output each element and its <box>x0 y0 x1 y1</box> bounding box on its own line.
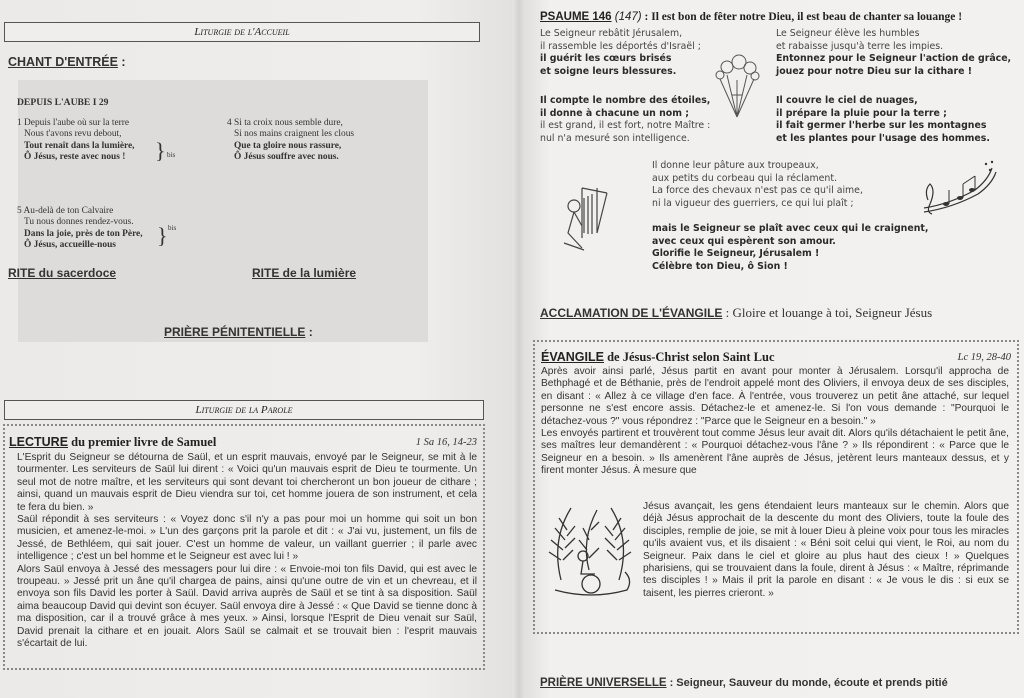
lecture-reference: 1 Sa 16, 14-23 <box>415 437 477 448</box>
priere-penitentielle-heading: PRIÈRE PÉNITENTIELLE : <box>164 325 313 339</box>
psalm-stanza-4: Il couvre le ciel de nuages, il prépare la pluie pour la terre ; il fait germer l'herbe sur les montagnes et les plantes pour l'usage des hommes. <box>776 95 990 144</box>
psalm-stanza-3: Le Seigneur élève les humbles et rabaisse jusqu'à terre les impies. Entonnez pour le Seigneur l'action de grâce, jouez pour notre Dieu sur la cithare ! <box>776 28 1012 77</box>
priere-universelle-heading: PRIÈRE UNIVERSELLE : Seigneur, Sauveur du monde, écoute et prends pitié <box>540 677 948 689</box>
page-fold <box>512 0 526 698</box>
lecture-text: L'Esprit du Seigneur se détourna de Saül, et un esprit mauvais, envoyé par le Seigneur, se mit à le tourmenter. Les serviteurs de Saül lui dirent : « Voici qu'un mauvais esprit de Dieu te tourmente. Un seul mot de notre maître, et les serviteurs qui sont devant toi chercheront un bon joueur de cithare ; ainsi, quand un mauvais esprit de Dieu viendra sur toi, cet homme jouera de son instrument, et cela te fera du bien. » Saül répondit à ses serviteurs : « Voyez donc s'il n'y a pas pour moi un homme qui soit un bon musicien, et amenez-le-moi. » L'un des garçons prit la parole et dit : « J'ai vu, justement, un fils de Jessé, de Bethléem, qui sait jouer. C'est un homme de valeur, un vaillant guerrier ; il parle avec intelligence ; c'est un bel homme et le Seigneur est avec lui ! » Alors Saül envoya à Jessé des messagers pour lui dire : « Envoie-moi ton fils David, qui est avec le troupeau. » Jessé prit un âne qu'il chargea de pains, ainsi qu'une outre de vin et un chevreau, et il envoya son fils David les porter à Saül. David arriva auprès de Saül et se tint à sa disposition. Saül aima beaucoup David qui devint son écuyer. Saül envoya dire à Jessé : « Que David se tienne donc à ma disposition, car il a trouvé grâce à mes yeux. » Ainsi, lorsque l'Esprit de Dieu venait sur Saül, David prenait la cithare et en jouait. Alors Saül se calmait et se trouvait bien : l'esprit mauvais s'écartait de lui. <box>17 452 477 650</box>
evangile-reference: Lc 19, 28-40 <box>957 352 1011 363</box>
chant-entree-heading: CHANT D'ENTRÉE : <box>8 55 126 69</box>
palm-branches-icon <box>541 500 641 600</box>
hymn-title: DEPUIS L'AUBE I 29 <box>17 97 109 108</box>
refrain-brace: } <box>157 223 168 248</box>
evangile-text-bottom: Jésus avançait, les gens étendaient leurs manteaux sur le chemin. Alors que déjà Jésus approchait de la descente du mont des Oliviers, toute la foule des disciples, remplie de joie, se mit à louer Dieu à pleine voix pour tous les miracles qu'ils avaient vus, et ils disaient : « Béni soit celui qui vient, le Roi, au nom du Seigneur. Paix dans le ciel et gloire au plus haut des cieux ! » Quelques pharisiens, qui se trouvaient dans la foule, dirent à Jésus : « Maître, réprimande tes disciples ! » Mais il prit la parole en disant : « Je vous le dis : si eux se taisent, les pierres crieront. » <box>643 501 1009 599</box>
psalm-stanza-1: Le Seigneur rebâtit Jérusalem, il rassemble les déportés d'Israël ; il guérit les cœurs brisés et soigne leurs blessures. <box>540 28 701 77</box>
psalm-title: PSAUME 146 (147) : Il est bon de fêter notre Dieu, il est beau de chanter sa louange ! <box>540 11 963 23</box>
psalm-stanza-2: Il compte le nombre des étoiles, il donne à chacune un nom ; il est grand, il est fort, notre Maître : nul n'a mesuré son intelligence. <box>540 95 711 144</box>
hymn-verse-5: 5 Au-delà de ton Calvaire Tu nous donnes rendez-vous. Dans la joie, près de ton Père, Ô Jésus, accueille-nous <box>17 206 143 251</box>
rite-sacerdoce-heading: RITE du sacerdoce <box>8 266 117 280</box>
psalm-stanza-5: Il donne leur pâture aux troupeaux, aux petits du corbeau qui la réclament. La force des chevaux n'est pas ce qu'il aime, ni la vigueur des guerriers, ce qui lui plaît ; <box>652 160 863 209</box>
lecture-box <box>3 424 485 670</box>
wheat-sheaf-icon <box>712 45 762 120</box>
bis-label: bis <box>167 151 176 159</box>
psalm-stanza-6: mais le Seigneur se plaît avec ceux qui le craignent, avec ceux qui espèrent son amour. Glorifie le Seigneur, Jérusalem ! Célèbre ton Dieu, ô Sion ! <box>652 223 929 272</box>
evangile-box <box>533 340 1019 634</box>
rite-lumiere-heading: RITE de la lumière <box>252 266 357 280</box>
lecture-title: LECTURE du premier livre de Samuel <box>9 435 217 449</box>
hymn-verse-1: 1 Depuis l'aube où sur la terre Nous t'avons revu debout, Tout renaît dans la lumière, Ô Jésus, reste avec nous ! <box>17 118 135 163</box>
evangile-title: ÉVANGILE de Jésus-Christ selon Saint Luc <box>541 350 775 364</box>
evangile-text-top: Après avoir ainsi parlé, Jésus partit en avant pour monter à Jérusalem. Lorsqu'il approcha de Bethphagé et de Béthanie, près de l'endroit appelé mont des Oliviers, il envoya deux de ses disciples, en disant : « Allez à ce village d'en face. À l'entrée, vous trouverez un petit âne attaché, sur lequel personne ne s'est encore assis. Détachez-le et amenez-le. Si l'on vous demande : "Pourquoi le détachez-vous ?" vous répondrez : "Parce que le Seigneur en a besoin." » Les envoyés partirent et trouvèrent tout comme Jésus leur avait dit. Alors qu'ils détachaient le petit âne, ses maîtres leur demandèrent : « Pourquoi détachez-vous l'âne ? » Ils répondirent : « Parce que le Seigneur en a besoin. » Ils amenèrent l'âne auprès de Jésus, jetèrent leurs manteaux dessus, et y firent monter Jésus. À mesure que <box>541 366 1009 477</box>
bis-label: bis <box>168 224 177 232</box>
liturgie-accueil-banner: Liturgie de l'Accueil <box>4 22 480 42</box>
liturgie-parole-banner: Liturgie de la Parole <box>4 400 484 420</box>
music-notes-icon <box>920 160 1000 220</box>
chant-entree-label: CHANT D'ENTRÉE <box>8 55 118 69</box>
refrain-brace: } <box>155 138 166 163</box>
harp-player-icon <box>562 178 622 253</box>
acclamation-heading: ACCLAMATION DE L'ÉVANGILE : Gloire et louange à toi, Seigneur Jésus <box>540 305 933 320</box>
hymn-verse-4: 4 Si ta croix nous semble dure, Si nos mains craignent les clous Que ta gloire nous rassure, Ô Jésus souffre avec nous. <box>227 118 355 163</box>
